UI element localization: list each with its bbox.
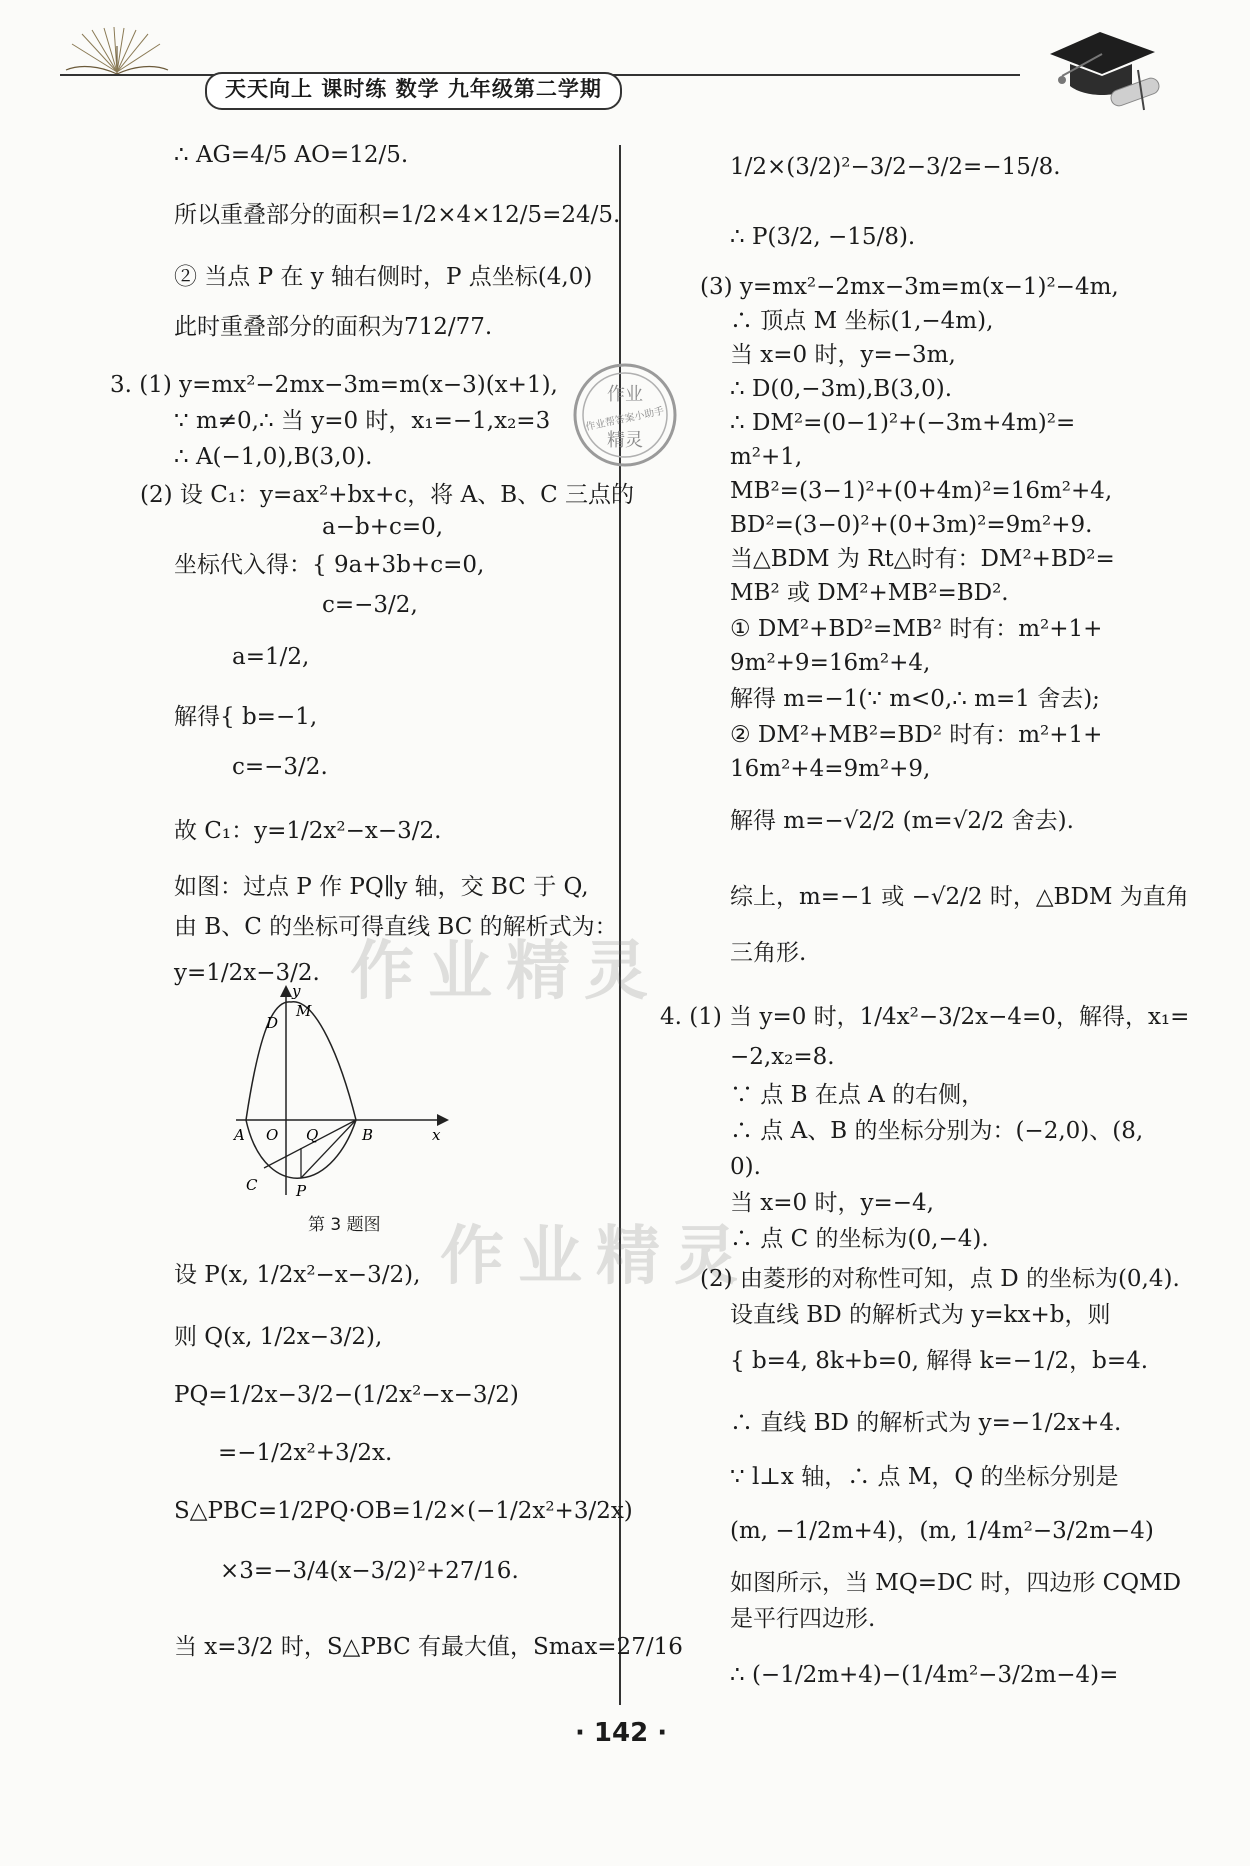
text-line: ② DM²+MB²=BD² 时有：m²+1+ — [730, 722, 1103, 748]
watermark: 作业精灵 — [350, 935, 662, 1009]
text-line: ∵ l⊥x 轴，∴ 点 M，Q 的坐标分别是 — [730, 1464, 1119, 1490]
text-line: 当 x=3/2 时，S△PBC 有最大值，Smax=27/16 — [174, 1634, 683, 1660]
figure-caption: 第 3 题图 — [308, 1215, 381, 1235]
text-line: 所以重叠部分的面积=1/2×4×12/5=24/5. — [174, 202, 621, 228]
text-line: ① DM²+BD²=MB² 时有：m²+1+ — [730, 616, 1103, 642]
text-line: { b=4, 8k+b=0, 解得 k=−1/2，b=4. — [730, 1348, 1149, 1374]
text-line: 坐标代入得：{ 9a+3b+c=0, — [174, 552, 485, 578]
watermark: 作业精灵 — [440, 1220, 752, 1294]
text-line: (m, −1/2m+4)，(m, 1/4m²−3/2m−4) — [730, 1518, 1154, 1544]
text-line: 如图所示，当 MQ=DC 时，四边形 CQMD — [730, 1570, 1182, 1596]
text-line: 三角形. — [730, 940, 807, 966]
text-line: 4. (1) 当 y=0 时，1/4x²−3/2x−4=0，解得，x₁= — [660, 1004, 1190, 1030]
page-number: · 142 · — [575, 1718, 668, 1748]
text-line: ∴ DM²=(0−1)²+(−3m+4m)²= — [730, 410, 1076, 436]
text-line: 是平行四边形. — [730, 1606, 876, 1632]
label-a: A — [234, 1126, 245, 1144]
text-line: c=−3/2. — [232, 754, 328, 780]
text-line: m²+1, — [730, 444, 803, 470]
label-d: D — [266, 1014, 279, 1032]
text-line: MB²=(3−1)²+(0+4m)²=16m²+4, — [730, 478, 1113, 504]
text-line: c=−3/2, — [322, 592, 418, 618]
text-line: (3) y=mx²−2mx−3m=m(x−1)²−4m, — [700, 274, 1119, 300]
label-q: Q — [306, 1126, 319, 1144]
text-line: ∴ 直线 BD 的解析式为 y=−1/2x+4. — [730, 1410, 1122, 1436]
open-book-icon — [62, 26, 172, 78]
text-line: ∴ D(0,−3m),B(3,0). — [730, 376, 953, 402]
text-line: =−1/2x²+3/2x. — [218, 1440, 393, 1466]
text-line: ∵ 点 B 在点 A 的右侧， — [730, 1082, 985, 1108]
text-line: ∴ 点 C 的坐标为(0,−4). — [730, 1226, 989, 1252]
text-line: ② 当点 P 在 y 轴右侧时，P 点坐标(4,0) — [174, 264, 593, 290]
label-y: y — [292, 982, 301, 1000]
text-line: ∵ m≠0,∴ 当 y=0 时，x₁=−1,x₂=3 — [174, 408, 551, 434]
text-line: y=1/2x−3/2. — [174, 960, 320, 986]
text-line: 当 x=0 时，y=−3m, — [730, 342, 956, 368]
text-line: −2,x₂=8. — [730, 1044, 835, 1070]
text-line: 当△BDM 为 Rt△时有：DM²+BD²= — [730, 546, 1115, 572]
label-b: B — [362, 1126, 374, 1144]
stamp-top-text: 作业 — [607, 384, 643, 405]
text-line: 由 B、C 的坐标可得直线 BC 的解析式为： — [174, 914, 618, 940]
text-line: BD²=(3−0)²+(0+3m)²=9m²+9. — [730, 512, 1093, 538]
text-line: 3. (1) y=mx²−2mx−3m=m(x−3)(x+1), — [110, 372, 558, 398]
text-line: 当 x=0 时，y=−4, — [730, 1190, 934, 1216]
text-line: 故 C₁：y=1/2x²−x−3/2. — [174, 818, 442, 844]
text-line: 设 P(x, 1/2x²−x−3/2), — [174, 1262, 421, 1288]
text-line: 综上，m=−1 或 −√2/2 时，△BDM 为直角 — [730, 884, 1189, 910]
text-line: 解得 m=−√2/2 (m=√2/2 舍去). — [730, 808, 1074, 834]
text-line: ∴ (−1/2m+4)−(1/4m²−3/2m−4)= — [730, 1662, 1119, 1688]
text-line: ∴ P(3/2, −15/8). — [730, 224, 916, 250]
text-line: 则 Q(x, 1/2x−3/2), — [174, 1324, 383, 1350]
text-line: PQ=1/2x−3/2−(1/2x²−x−3/2) — [174, 1382, 519, 1408]
text-line: 16m²+4=9m²+9, — [730, 756, 931, 782]
text-line: MB² 或 DM²+MB²=BD². — [730, 580, 1009, 606]
stamp-seal — [570, 360, 680, 470]
text-line: a=1/2, — [232, 644, 310, 670]
text-line: 此时重叠部分的面积为712/77. — [174, 314, 493, 340]
label-x: x — [432, 1126, 441, 1144]
text-line: ∴ AG=4/5 AO=12/5. — [174, 142, 409, 168]
text-line: ∴ 顶点 M 坐标(1,−4m), — [730, 308, 994, 334]
text-line: (2) 设 C₁：y=ax²+bx+c，将 A、B、C 三点的 — [140, 482, 635, 508]
text-line: 解得{ b=−1, — [174, 704, 318, 730]
text-line: ∴ A(−1,0),B(3,0). — [174, 444, 373, 470]
label-m: M — [296, 1002, 312, 1020]
text-line: a−b+c=0, — [322, 514, 444, 540]
text-line: 设直线 BD 的解析式为 y=kx+b，则 — [730, 1302, 1111, 1328]
text-line: (2) 由菱形的对称性可知，点 D 的坐标为(0,4). — [700, 1266, 1180, 1292]
stamp-bottom-text: 精灵 — [607, 430, 643, 451]
label-o: O — [266, 1126, 279, 1144]
stamp-middle-text: 作业帮答案小助手 — [584, 405, 666, 434]
text-line: 9m²+9=16m²+4, — [730, 650, 931, 676]
text-line: 如图：过点 P 作 PQ∥y 轴，交 BC 于 Q, — [174, 874, 589, 900]
graduation-cap-icon — [1040, 24, 1170, 124]
label-p: P — [296, 1182, 307, 1200]
text-line: 解得 m=−1(∵ m<0,∴ m=1 舍去); — [730, 686, 1100, 712]
text-line: 0). — [730, 1154, 761, 1180]
problem-3-figure — [226, 980, 456, 1205]
text-line: ∴ 点 A、B 的坐标分别为：(−2,0)、(8, — [730, 1118, 1144, 1144]
text-line: ×3=−3/4(x−3/2)²+27/16. — [220, 1558, 519, 1584]
text-line: 1/2×(3/2)²−3/2−3/2=−15/8. — [730, 154, 1061, 180]
text-line: S△PBC=1/2PQ·OB=1/2×(−1/2x²+3/2x) — [174, 1498, 633, 1524]
label-c: C — [246, 1176, 258, 1194]
header-title: 天天向上 课时练 数学 九年级第二学期 — [205, 72, 622, 110]
